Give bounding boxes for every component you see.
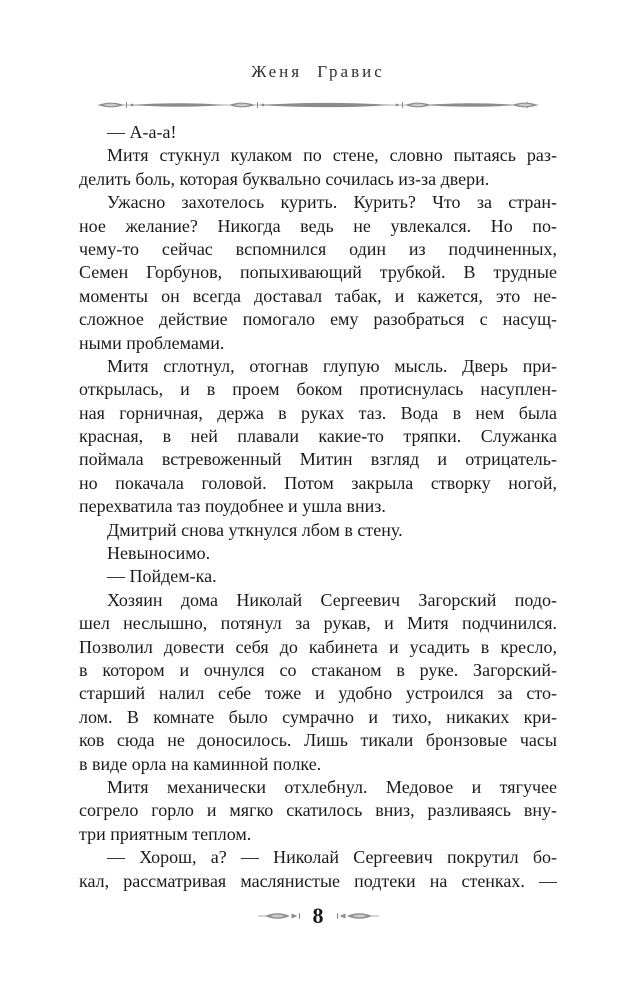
paragraph — [79, 542, 557, 565]
text-line: Дмитрий снова уткнулся лбом в стену. — [107, 519, 403, 540]
paragraph — [79, 776, 557, 846]
text-line: Митя механически отхлебнул. Медовое и тягучее — [107, 776, 557, 797]
text-line: чему-то сейчас вспомнился один из подчиненных, — [79, 238, 557, 259]
text-line: старший налил себе тоже и удобно устроился за сто- — [79, 683, 557, 704]
body-text — [79, 121, 557, 893]
paragraph — [79, 565, 557, 588]
text-line: ков сюда не доносилось. Лишь тикали бронзовые часы — [79, 730, 557, 751]
paragraph — [79, 121, 557, 144]
text-line: моменты он всегда доставал табак, и кажется, это не- — [79, 285, 557, 306]
text-line: — Пойдем-ка. — [107, 566, 217, 587]
text-line: — Хорош, а? — Николай Сергеевич покрутил бо- — [107, 847, 557, 868]
text-line: Семен Горбунов, попыхивающий трубкой. В трудные — [79, 262, 557, 283]
text-line: ное желание? Никогда ведь не увлекался. Но по- — [79, 215, 557, 236]
ornamental-divider — [97, 98, 539, 112]
footer-ornament-left-icon — [258, 909, 302, 923]
text-line: Невыносимо. — [107, 543, 211, 564]
text-line: — А-а-а! — [107, 122, 177, 142]
text-line: Митя стукнул кулаком по стене, словно пытаясь раз- — [107, 145, 557, 166]
text-line: поймала встревоженный Митин взгляд и отрицатель- — [79, 449, 557, 470]
paragraph — [79, 191, 557, 355]
footer-ornament-right-icon — [335, 909, 379, 923]
page-number: 8 — [312, 903, 324, 928]
text-line: открылась, и в проем боком протиснулась насуплен- — [79, 379, 557, 400]
text-line: Хозяин дома Николай Сергеевич Загорский подо- — [107, 589, 557, 610]
page-footer — [79, 903, 557, 929]
text-line: ными проблемами. — [79, 332, 225, 353]
paragraph — [79, 519, 557, 542]
text-line: в котором и очнулся со стаканом в руке. Загорский- — [79, 659, 557, 680]
header-divider-container — [79, 96, 557, 114]
text-line: в виде орла на каминной полке. — [79, 753, 322, 774]
paragraph — [79, 355, 557, 519]
text-line: Ужасно захотелось курить. Курить? Что за стран- — [107, 192, 557, 213]
text-line: кал, рассматривая маслянистые подтеки на стенках. — — [79, 870, 557, 891]
text-line: но покачала головой. Потом закрыла створку ногой, — [79, 472, 557, 493]
text-line: ная горничная, держа в руках таз. Вода в нем была — [79, 402, 557, 423]
text-line: лом. В комнате было сумрачно и тихо, никаких кри- — [79, 706, 557, 727]
running-header-author: Женя Гравис — [251, 62, 385, 81]
text-line: три приятным теплом. — [79, 823, 252, 844]
text-line: делить боль, которая буквально сочилась из-за двери. — [79, 168, 490, 189]
text-line: согрело горло и мягко скатилось вниз, разливаясь вну- — [79, 800, 557, 821]
text-line: Позволил довести себя до кабинета и усадить в кресло, — [79, 636, 557, 657]
text-line: сложное действие помогало ему разобраться с насущ- — [79, 309, 557, 330]
paragraph — [79, 144, 557, 191]
paragraph — [79, 846, 557, 893]
text-line: Митя сглотнул, отогнав глупую мысль. Дверь при- — [107, 355, 557, 376]
text-line: перехватила таз поудобнее и ушла вниз. — [79, 496, 386, 517]
text-line: шел неслышно, потянул за рукав, и Митя подчинился. — [79, 613, 557, 634]
paragraph — [79, 589, 557, 776]
text-line: красная, в ней плавали какие-то тряпки. Служанка — [79, 426, 557, 447]
